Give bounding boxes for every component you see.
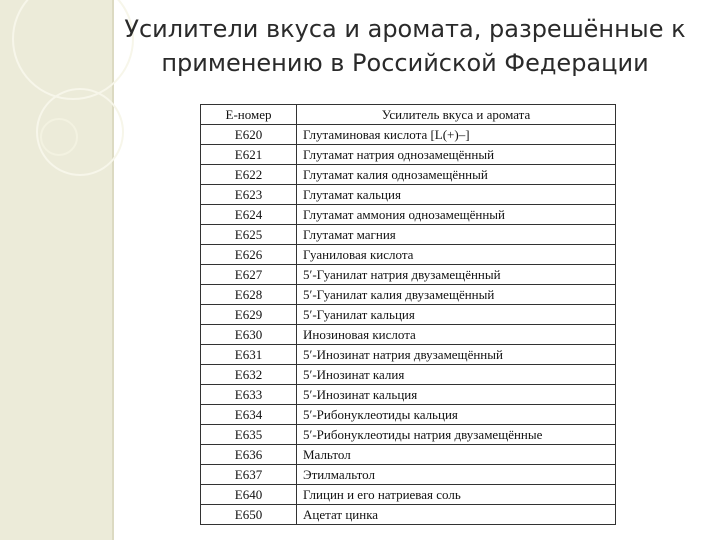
enhancer-name-cell: 5′-Гуанилат кальция — [297, 305, 616, 325]
enhancer-name-cell: Глутамат кальция — [297, 185, 616, 205]
table-row — [201, 265, 616, 285]
table-row — [201, 325, 616, 345]
enhancer-name-cell: Ацетат цинка — [297, 505, 616, 525]
enhancer-name-cell: Инозиновая кислота — [297, 325, 616, 345]
table-row — [201, 185, 616, 205]
e-number-cell: Е626 — [201, 245, 297, 265]
enhancer-name-cell: 5′-Гуанилат натрия двузамещённый — [297, 265, 616, 285]
enhancer-name-cell: Глутамат калия однозамещённый — [297, 165, 616, 185]
enhancer-name-cell: 5′-Инозинат натрия двузамещённый — [297, 345, 616, 365]
table-row — [201, 445, 616, 465]
table-row — [201, 345, 616, 365]
e-number-cell: Е635 — [201, 425, 297, 445]
enhancer-name-cell: 5′-Рибонуклеотиды кальция — [297, 405, 616, 425]
e-number-cell: Е632 — [201, 365, 297, 385]
e-number-cell: Е621 — [201, 145, 297, 165]
e-number-cell: Е622 — [201, 165, 297, 185]
enhancer-name-cell: Этилмальтол — [297, 465, 616, 485]
enhancer-name-cell: Глутамат натрия однозамещённый — [297, 145, 616, 165]
table-row — [201, 205, 616, 225]
enhancer-name-cell: Глутамат аммония однозамещённый — [297, 205, 616, 225]
table-row — [201, 425, 616, 445]
enhancer-name-cell: Глутаминовая кислота [L(+)–] — [297, 125, 616, 145]
enhancer-name-cell: Глутамат магния — [297, 225, 616, 245]
e-number-cell: Е620 — [201, 125, 297, 145]
enhancer-name-cell: 5′-Инозинат калия — [297, 365, 616, 385]
table-row — [201, 145, 616, 165]
table-header-row — [201, 105, 616, 125]
column-header-e-number: Е-номер — [201, 105, 297, 125]
e-number-cell: Е629 — [201, 305, 297, 325]
table-row — [201, 285, 616, 305]
e-number-cell: Е640 — [201, 485, 297, 505]
slide-title — [120, 12, 690, 80]
e-number-cell: Е628 — [201, 285, 297, 305]
e-number-cell: Е633 — [201, 385, 297, 405]
e-number-cell: Е650 — [201, 505, 297, 525]
table-row — [201, 385, 616, 405]
e-number-cell: Е630 — [201, 325, 297, 345]
e-number-cell: Е627 — [201, 265, 297, 285]
e-number-cell: Е623 — [201, 185, 297, 205]
table-row — [201, 125, 616, 145]
table-body — [201, 125, 616, 525]
table-row — [201, 365, 616, 385]
e-number-cell: Е634 — [201, 405, 297, 425]
table-row — [201, 465, 616, 485]
column-header-enhancer: Усилитель вкуса и аромата — [297, 105, 616, 125]
table-row — [201, 485, 616, 505]
enhancer-name-cell: Гуаниловая кислота — [297, 245, 616, 265]
slide-title-line-1: Усилители вкуса и аромата, разрешённые к — [124, 15, 686, 43]
table-row — [201, 245, 616, 265]
table-row — [201, 165, 616, 185]
enhancer-name-cell: 5′-Рибонуклеотиды натрия двузамещённые — [297, 425, 616, 445]
table-row — [201, 225, 616, 245]
enhancer-name-cell: 5′-Инозинат кальция — [297, 385, 616, 405]
e-number-cell: Е625 — [201, 225, 297, 245]
slide-title-line-2: применению в Российской Федерации — [161, 49, 649, 77]
table-row — [201, 505, 616, 525]
food-additives-table — [200, 104, 616, 525]
enhancer-name-cell: Глицин и его натриевая соль — [297, 485, 616, 505]
enhancer-name-cell: Мальтол — [297, 445, 616, 465]
e-number-cell: Е636 — [201, 445, 297, 465]
decorative-circle — [40, 118, 78, 156]
e-number-cell: Е631 — [201, 345, 297, 365]
e-number-cell: Е637 — [201, 465, 297, 485]
table-row — [201, 305, 616, 325]
enhancer-name-cell: 5′-Гуанилат калия двузамещённый — [297, 285, 616, 305]
e-number-cell: Е624 — [201, 205, 297, 225]
table-row — [201, 405, 616, 425]
